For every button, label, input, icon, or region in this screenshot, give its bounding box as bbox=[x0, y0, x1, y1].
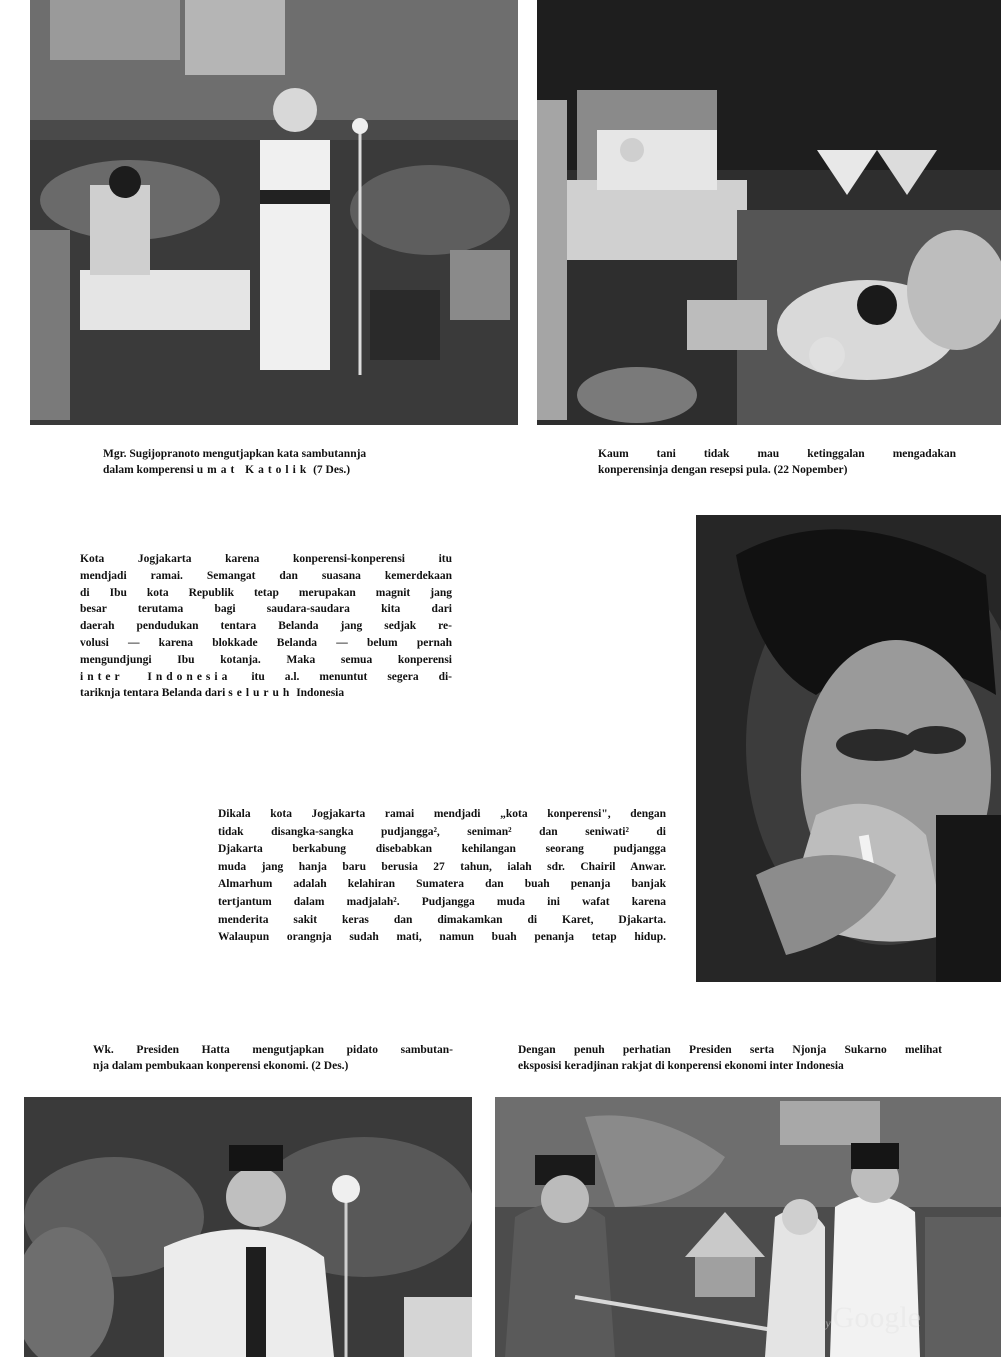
caption-fragment: umat Katolik bbox=[196, 464, 311, 476]
caption-line: nja dalam pembukaan konperensi ekonomi. (2 Des.) bbox=[93, 1060, 349, 1072]
article-fragment: inter Indonesia bbox=[80, 670, 232, 683]
article-line: menderita sakit keras dan dimakamkan di Karet, Djakarta. bbox=[218, 913, 666, 926]
caption-line: Mgr. Sugijopranoto mengutjapkan kata sambutannja bbox=[103, 448, 367, 460]
caption-catholic-conference bbox=[103, 446, 459, 478]
article-line: mendjadi ramai. Semangat dan suasana kemerdekaan bbox=[80, 569, 452, 582]
article-fragment: itu a.l. menuntut segera di- bbox=[251, 670, 453, 683]
caption-line: konperensinja dengan resepsi pula. (22 Nopember) bbox=[598, 464, 848, 476]
article-line bbox=[80, 685, 452, 702]
photo-farmers-conference bbox=[537, 0, 1001, 425]
article-line: Djakarta berkabung disebabkan kehilangan seorang pudjangga bbox=[218, 843, 666, 856]
caption-line: Wk. Presiden Hatta mengutjapkan pidato sambutan- bbox=[93, 1044, 453, 1056]
watermark-name: Google bbox=[832, 1301, 921, 1334]
caption-line: Kaum tani tidak mau ketinggalan mengadakan bbox=[598, 448, 956, 460]
caption-farmers-conference bbox=[598, 446, 956, 478]
article-line: volusi — karena blokkade Belanda — belum pernah bbox=[80, 636, 452, 649]
article-line: mengundjungi Ibu kotanja. Maka semua konperensi bbox=[80, 653, 452, 666]
caption-line: Dengan penuh perhatian Presiden serta Njonja Sukarno melihat bbox=[518, 1044, 942, 1056]
photo-catholic-conference bbox=[30, 0, 518, 425]
photo-hatta-speech bbox=[24, 1097, 472, 1357]
google-watermark bbox=[819, 1301, 921, 1335]
article-line: muda jang hanja baru berusia 27 tahun, ialah sdr. Chairil Anwar. bbox=[218, 860, 666, 873]
photo-sukarno-exhibition bbox=[495, 1097, 1001, 1357]
article-line: Walaupun orangnja sudah mati, namun buah penanja tetap hidup. bbox=[218, 931, 666, 944]
article-fragment: tariknja tentara Belanda dari bbox=[80, 687, 226, 700]
article-line: tertjantum dalam madjalah². Pudjangga muda ini wafat karena bbox=[218, 895, 666, 908]
article-kota-jogjakarta bbox=[80, 551, 452, 702]
caption-sukarno-exhibition bbox=[518, 1042, 942, 1074]
article-fragment: seluruh bbox=[228, 687, 294, 700]
article-line bbox=[80, 669, 452, 686]
article-line: besar terutama bagi saudara-saudara kita dari bbox=[80, 603, 452, 616]
caption-hatta-speech bbox=[93, 1042, 453, 1074]
article-line: Almarhum adalah kelahiran Sumatera dan buah penanja banjak bbox=[218, 878, 666, 891]
caption-fragment: (7 Des.) bbox=[313, 464, 351, 476]
article-chairil-anwar bbox=[218, 806, 666, 947]
article-line: daerah pendudukan tentara Belanda jang sedjak re- bbox=[80, 620, 452, 633]
watermark-by: by bbox=[819, 1316, 831, 1330]
article-line: Kota Jogjakarta karena konperensi-konperensi itu bbox=[80, 553, 452, 565]
article-line: di Ibu kota Republik tetap merupakan magnit jang bbox=[80, 586, 452, 599]
article-fragment: Indonesia bbox=[296, 687, 345, 700]
caption-fragment: dalam komperensi bbox=[103, 464, 194, 476]
photo-chairil-anwar-portrait bbox=[696, 515, 1001, 982]
article-line: Dikala kota Jogjakarta ramai mendjadi „kota konperensi", dengan bbox=[218, 808, 666, 820]
article-line: tidak disangka-sangka pudjangga², seniman² dan seniwati² di bbox=[218, 825, 666, 838]
caption-line: eksposisi keradjinan rakjat di konperensi ekonomi inter Indonesia bbox=[518, 1060, 844, 1072]
caption-line bbox=[103, 462, 459, 478]
